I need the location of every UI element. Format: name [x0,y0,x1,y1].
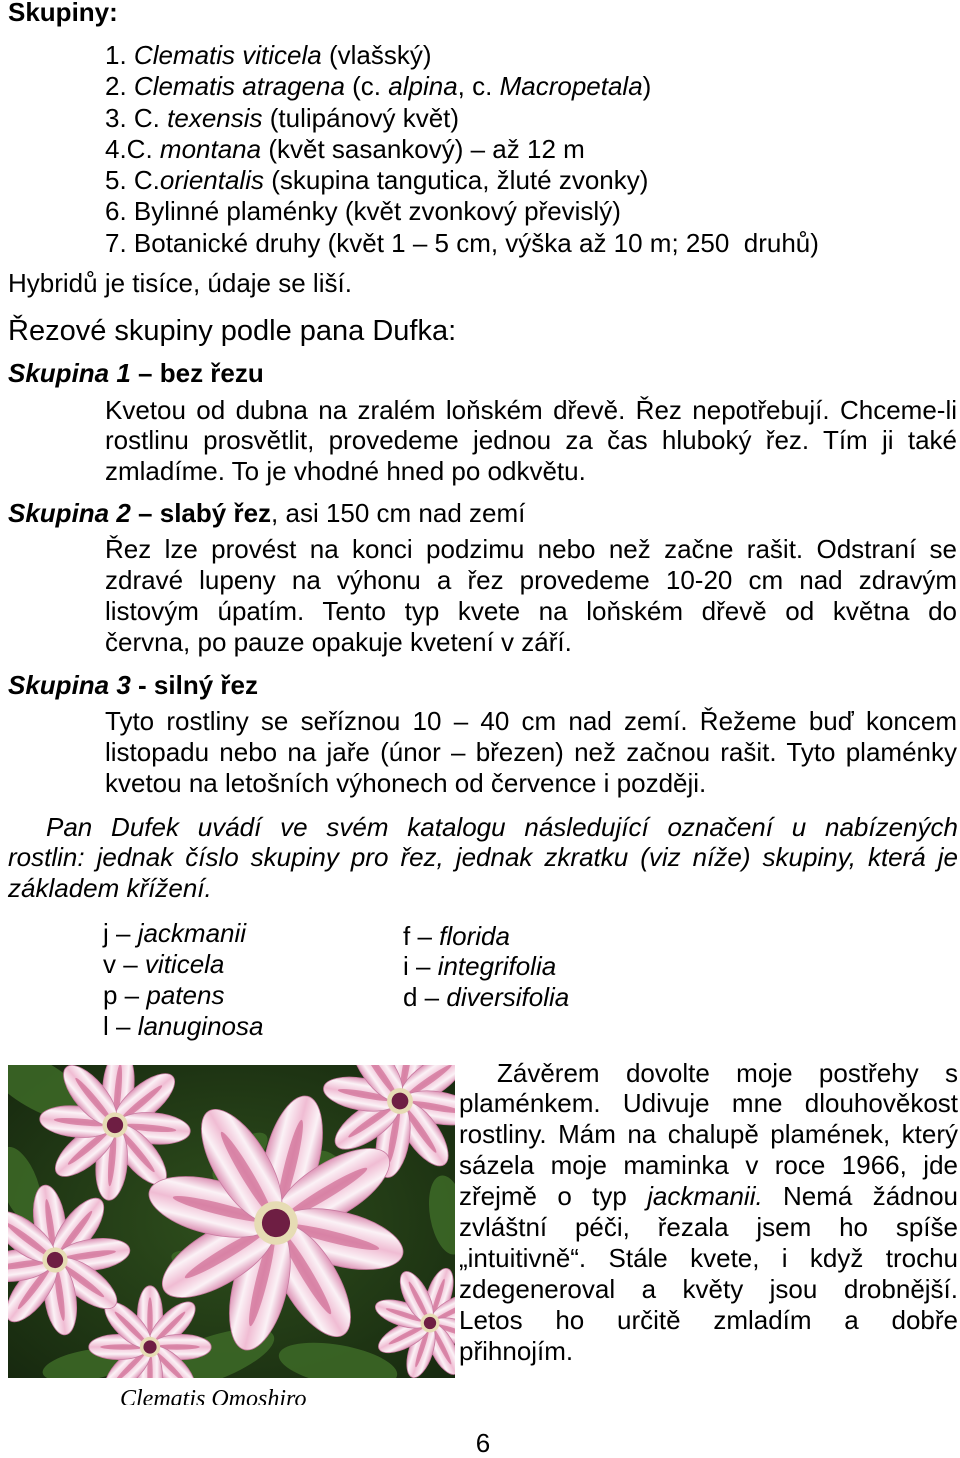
group-item-text: (květ sasankový) – až 12 m [261,133,585,164]
crossing-code-row [103,949,263,980]
crossing-codes-right [403,921,569,1013]
paragraph-line [459,1212,958,1243]
paragraph-line: základem křížení. [8,872,212,903]
crossing-code-name: integrifolia [437,951,557,981]
crossing-code: j – [103,917,138,948]
paragraph-line [459,1305,958,1336]
line-text: zdegeneroval a květy jsou drobnější. [459,1273,958,1304]
group-item-latin-name: orientalis [159,165,264,196]
pruning-heading: Řezové skupiny podle pana Dufka: [8,315,457,347]
group-item-text: 3. C. [105,102,168,133]
paragraph-line: listovým úpatím. Tento typ kvete na loňském dřevě od května do [105,595,957,626]
catalog-note [8,812,958,904]
hybrids-note: Hybridů je tisíce, údaje se liší. [8,268,352,298]
line-text: Nemá žádnou [762,1181,958,1212]
crossing-code: f – [403,920,440,951]
group-item-latin-name: Macropetala [499,71,643,102]
crossing-code-row [103,1011,263,1042]
crossing-code-row [403,921,569,952]
conclusion-text [459,1058,958,1367]
paragraph-line: Kvetou od dubna na zralém loňském dřevě. Řez nepotřebují. Chceme-li [105,394,957,425]
photo-caption: Clematis Omoshiro [120,1386,307,1405]
page-number: 6 [475,1428,491,1458]
paragraph-line: Řez lze provést na konci podzimu nebo než začne rašit. Odstraní se [105,533,957,564]
paragraph-line: Pan Dufek uvádí ve svém katalogu následující označení u nabízených [46,811,958,842]
paragraph-line [459,1088,958,1119]
crossing-code-row [403,982,569,1013]
crossing-code-name: jackmanii [137,917,247,948]
crossing-codes-left [103,918,263,1042]
paragraph-line [459,1150,958,1181]
cultivar-name: jackmanii. [647,1181,763,1212]
paragraph-line: listopadu nebo na jaře (únor – březen) než začnou rašit. Tyto plaménky [105,736,957,767]
crossing-code-name: florida [439,920,510,951]
paragraph-line [459,1336,958,1367]
group-item-text: 2. [105,71,134,102]
paragraph-line [459,1058,958,1089]
paragraph-line [459,1274,958,1305]
crossing-code-row [403,951,569,982]
paragraph-line [459,1119,958,1150]
crossing-code: v – [103,948,145,979]
crossing-code-name: patens [146,979,225,1010]
pruning-group-1-text [105,395,957,487]
crossing-code-row [103,980,263,1011]
line-text: zřejmě o typ [459,1181,648,1212]
group-item-latin-name: montana [159,133,262,164]
crossing-code-name: lanuginosa [137,1010,264,1041]
line-text: rostliny. Mám na chalupě plamének, který [459,1119,958,1150]
group-item-latin-name: alpina [388,71,458,102]
pruning-group-label: Skupina 2 [8,498,131,528]
group-item-6 [105,196,819,227]
line-text: sázela moje maminka v roce 1966, jde [459,1150,958,1181]
line-text: Závěrem dovolte moje postřehy s [497,1057,958,1088]
group-item-text: 4.C. [105,133,160,164]
line-text: zvláštní péči, řezala jsem ho spíše [459,1212,958,1243]
pruning-group-2-text [105,534,957,658]
group-item-text: (tulipánový květ) [262,102,460,133]
paragraph-line: kvetou na letošních výhonech od července i později. [105,767,707,798]
group-item-text: 7. Botanické druhy (květ 1 – 5 cm, výška až 10 m; 250 druhů) [105,227,819,258]
group-item-text: 5. C. [105,165,160,196]
paragraph-line: rostlinu prosvětlit, provedeme jednou za čas hluboký řez. Tím ji také [105,425,957,455]
clematis-photo [8,1065,455,1378]
pruning-group-3-heading [8,670,258,701]
pruning-group-title: – bez řezu [130,358,264,388]
paragraph-line: rostlin: jednak číslo skupiny pro řez, jednak zkratku (viz níže) skupiny, která je [8,842,958,872]
pruning-group-label: Skupina 1 [8,358,131,388]
crossing-code: l – [103,1010,138,1041]
group-item-text: 1. [105,40,134,70]
group-item-2 [105,71,819,102]
crossing-code: d – [403,981,447,1012]
paragraph-line [459,1243,958,1274]
group-item-text: (vlašský) [321,40,432,70]
paragraph-line: června, po pauze opakuje kvetení v září. [105,626,572,657]
pruning-group-note: , asi 150 cm nad zemí [271,498,526,528]
group-item-latin-name: Clematis atragena [133,71,345,102]
line-text: přihnojím. [459,1335,574,1366]
paragraph-line [459,1181,958,1212]
paragraph-line: Tyto rostliny se seříznou 10 – 40 cm nad zemí. Řežeme buď koncem [105,705,957,736]
crossing-code: i – [403,951,438,981]
paragraph-line: zmladíme. To je vhodné hned po odkvětu. [105,455,586,486]
group-item-latin-name: Clematis viticela [133,40,322,70]
crossing-code-name: diversifolia [446,981,570,1012]
group-item-3 [105,103,819,134]
flower-center [143,1340,156,1353]
line-text: plaménkem. Udivuje mne dlouhověkost [459,1088,958,1119]
group-item-7 [105,228,819,259]
pruning-group-label: Skupina 3 [8,669,131,700]
line-text: Letos ho určitě zmladím a dobře [459,1304,958,1335]
pruning-group-title: - silný řez [130,669,258,700]
line-text: „intuitivně“. Stále kvete, i když trochu [459,1242,958,1273]
paragraph-line: zdravé lupeny na výhonu a řez provedeme 10-20 cm nad zdravým [105,564,957,595]
photo-caption-box [120,1384,360,1405]
group-item-5 [105,165,819,196]
group-item-text: (skupina tangutica, žluté zvonky) [263,165,649,196]
group-item-4 [105,134,819,165]
group-item-latin-name: texensis [167,102,263,133]
group-item-text: ) [642,71,652,102]
pruning-group-2-heading [8,498,525,529]
group-item-text: (c. [344,71,389,102]
group-item-text: 6. Bylinné plaménky (květ zvonkový převislý) [105,196,621,227]
pruning-group-3-text [105,706,957,799]
group-list [105,40,819,259]
group-item-text: , c. [457,71,500,102]
group-item-1 [105,40,819,71]
crossing-code-row [103,918,263,949]
page-heading: Skupiny: [8,0,118,27]
pruning-group-1-heading [8,358,264,389]
crossing-code: p – [103,979,147,1010]
pruning-group-title: – slabý řez [130,498,272,528]
crossing-code-name: viticela [144,948,225,979]
